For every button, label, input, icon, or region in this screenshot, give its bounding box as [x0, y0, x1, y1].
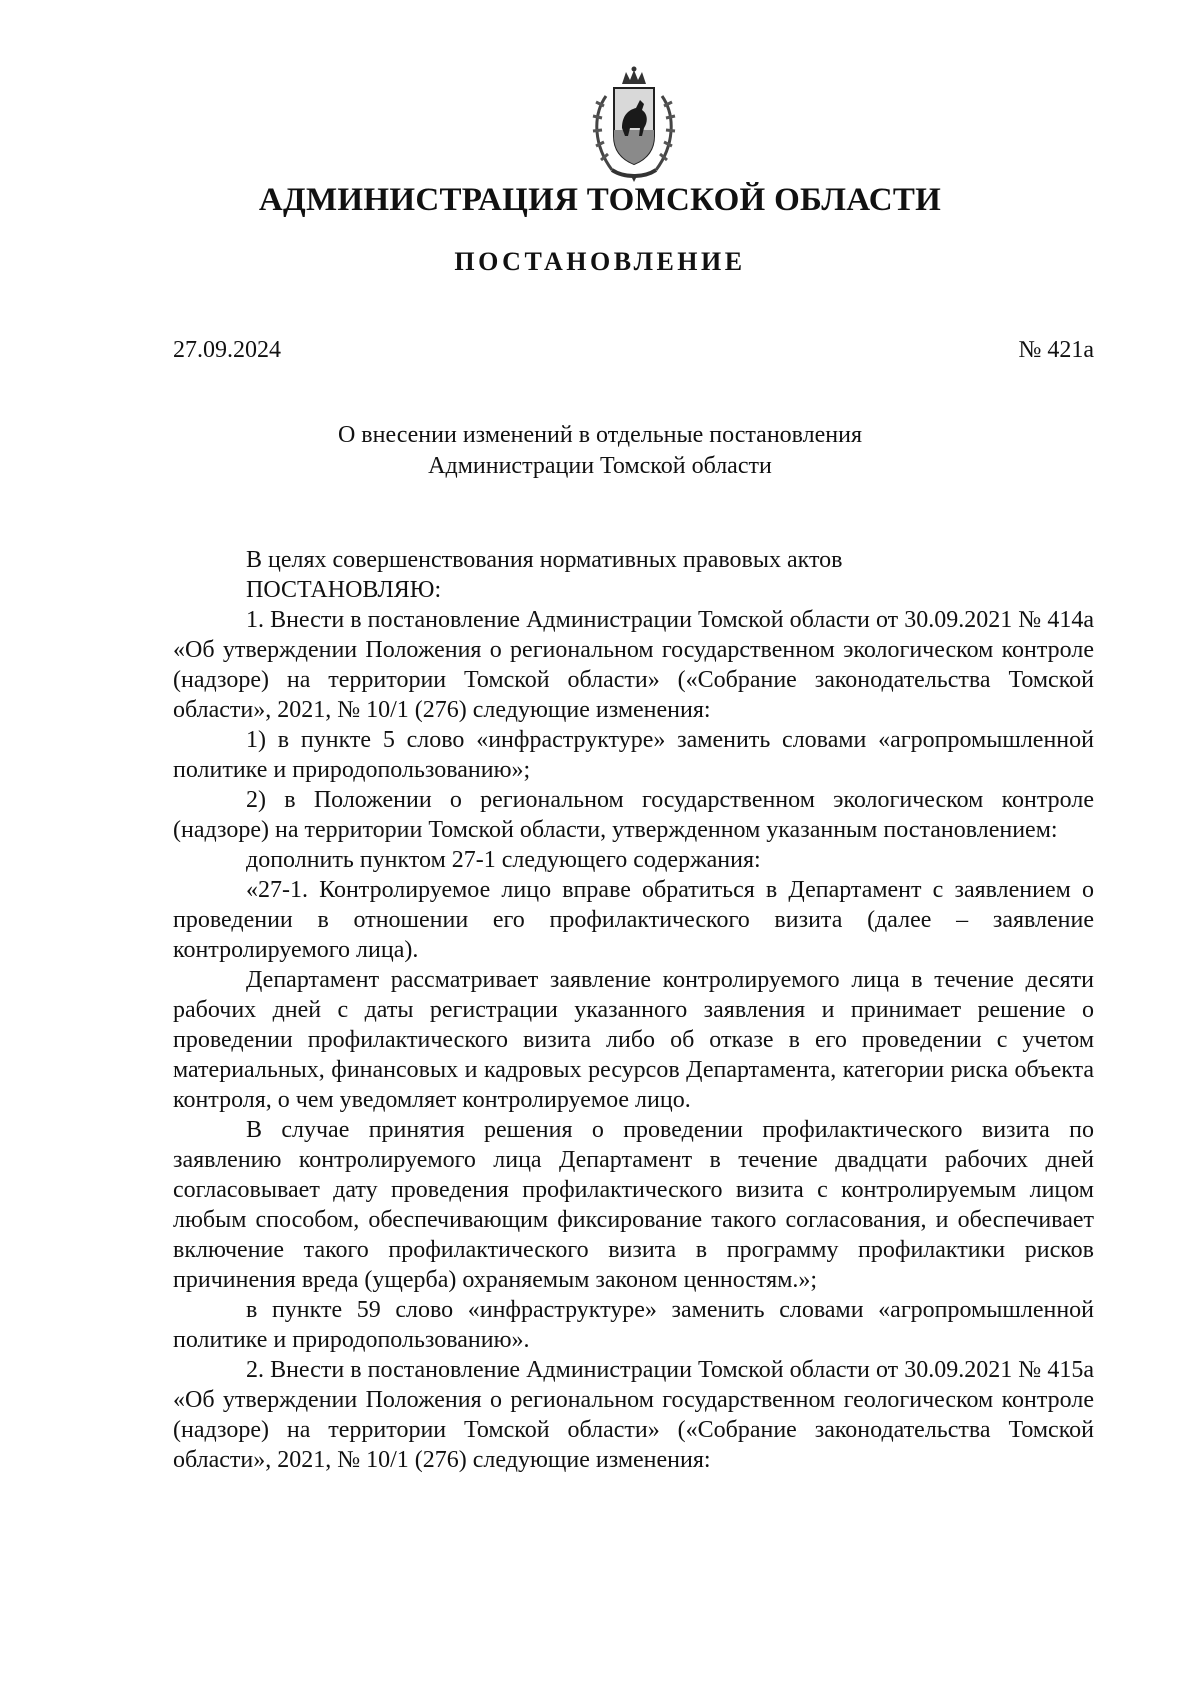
body-paragraph: Департамент рассматривает заявление контролируемого лица в течение десяти рабочих дней с даты регистрации указанного заявления и принимает решение о проведении профилактического визита либо об отказе в его проведении с учетом материальных, финансовых и кадровых ресурсов Департамента, категории риска объекта контроля, о чем уведомляет контролируемое лицо. — [173, 967, 1094, 1113]
resolution-word: ПОСТАНОВЛЯЮ: — [246, 577, 442, 603]
body-paragraph: в пункте 59 слово «инфраструктуре» заменить словами «агропромышленной политике и природопользованию». — [173, 1297, 1094, 1353]
body-paragraph: 1) в пункте 5 слово «инфраструктуре» заменить словами «агропромышленной политике и природопользованию»; — [173, 727, 1094, 783]
body-paragraph: 2. Внести в постановление Администрации Томской области от 30.09.2021 № 415а «Об утверждении Положения о региональном государственном геологическом контроле (надзоре) на территории Томской области» («Собрание законодательства Томской области», 2021, № 10/1 (276) следующие изменения: — [173, 1357, 1094, 1473]
organization-title: АДМИНИСТРАЦИЯ ТОМСКОЙ ОБЛАСТИ — [258, 182, 942, 218]
body-paragraph: «27-1. Контролируемое лицо вправе обратиться в Департамент с заявлением о проведении в отношении его профилактического визита (далее – заявление контролируемого лица). — [173, 877, 1094, 963]
document-body — [173, 545, 1094, 1475]
subject-line: О внесении изменений в отдельные постановления — [337, 422, 863, 448]
body-paragraph: дополнить пунктом 27-1 следующего содержания: — [246, 847, 761, 873]
body-paragraph: 1. Внести в постановление Администрации Томской области от 30.09.2021 № 414а «Об утверждении Положения о региональном государственном экологическом контроле (надзоре) на территории Томской области» («Собрание законодательства Томской области», 2021, № 10/1 (276) следующие изменения: — [173, 607, 1094, 723]
document-type: ПОСТАНОВЛЕНИЕ — [454, 247, 746, 276]
tomsk-oblast-coat-of-arms-icon — [586, 66, 682, 186]
body-paragraph: 2) в Положении о региональном государственном экологическом контроле (надзоре) на территории Томской области, утвержденном указанным постановлением: — [173, 787, 1094, 843]
body-paragraph: В случае принятия решения о проведении профилактического визита по заявлению контролируемого лица Департамент в течение двадцати рабочих дней согласовывает дату проведения профилактического визита с контролируемым лицом любым способом, обеспечивающим фиксирование такого согласования, и обеспечивает включение такого профилактического визита в программу профилактики рисков причинения вреда (ущерба) охраняемым законом ценностям.»; — [173, 1117, 1094, 1293]
body-paragraph: В целях совершенствования нормативных правовых актов — [246, 547, 843, 573]
document-subject — [0, 420, 1200, 482]
document-number: № 421а — [1018, 337, 1094, 363]
document-date: 27.09.2024 — [173, 337, 281, 363]
subject-line: Администрации Томской области — [428, 453, 772, 479]
